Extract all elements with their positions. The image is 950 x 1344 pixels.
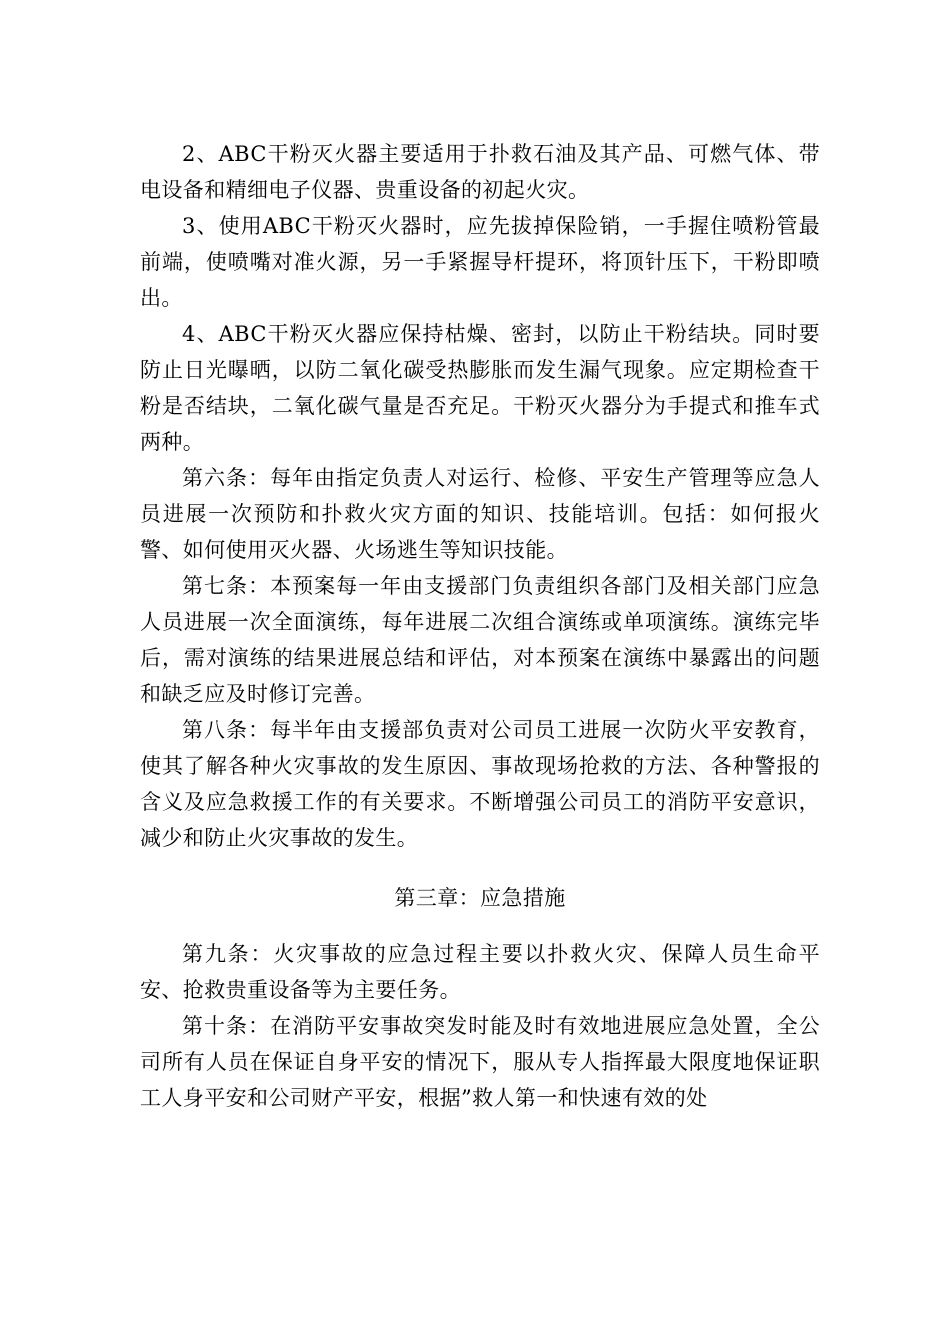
article-6: 第六条：每年由指定负责人对运行、检修、平安生产管理等应急人员进展一次预防和扑救火灾方面的知识、技能培训。包括：如何报火警、如何使用灭火器、火场逃生等知识技能。 [140,466,820,562]
paragraph-item-4: 4、ABC干粉灭火器应保持枯燥、密封，以防止干粉结块。同时要防止日光曝晒，以防二氧化碳受热膨胀而发生漏气现象。应定期检查干粉是否结块，二氧化碳气量是否充足。干粉灭火器分为手提式和推车式两种。 [140,322,820,454]
paragraph-item-3: 3、使用ABC干粉灭火器时，应先拔掉保险销，一手握住喷粉管最前端，使喷嘴对准火源，另一手紧握导杆提环，将顶针压下，干粉即喷出。 [140,214,820,310]
paragraph-item-2: 2、ABC干粉灭火器主要适用于扑救石油及其产品、可燃气体、带电设备和精细电子仪器、贵重设备的初起火灾。 [140,142,820,202]
article-7: 第七条：本预案每一年由支援部门负责组织各部门及相关部门应急人员进展一次全面演练，每年进展二次组合演练或单项演练。演练完毕后，需对演练的结果进展总结和评估，对本预案在演练中暴露出的问题和缺乏应及时修订完善。 [140,574,820,706]
document-body [140,136,820,1116]
article-10: 第十条：在消防平安事故突发时能及时有效地进展应急处置，全公司所有人员在保证自身平安的情况下，服从专人指挥最大限度地保证职工人身平安和公司财产平安，根据”救人第一和快速有效的处 [140,1014,820,1110]
chapter-heading: 第三章：应急措施 [394,886,566,910]
article-9: 第九条：火灾事故的应急过程主要以扑救火灾、保障人员生命平安、抢救贵重设备等为主要任务。 [140,942,820,1002]
article-8: 第八条：每半年由支援部负责对公司员工进展一次防火平安教育，使其了解各种火灾事故的发生原因、事故现场抢救的方法、各种警报的含义及应急救援工作的有关要求。不断增强公司员工的消防平安意识，减少和防止火灾事故的发生。 [140,718,820,850]
